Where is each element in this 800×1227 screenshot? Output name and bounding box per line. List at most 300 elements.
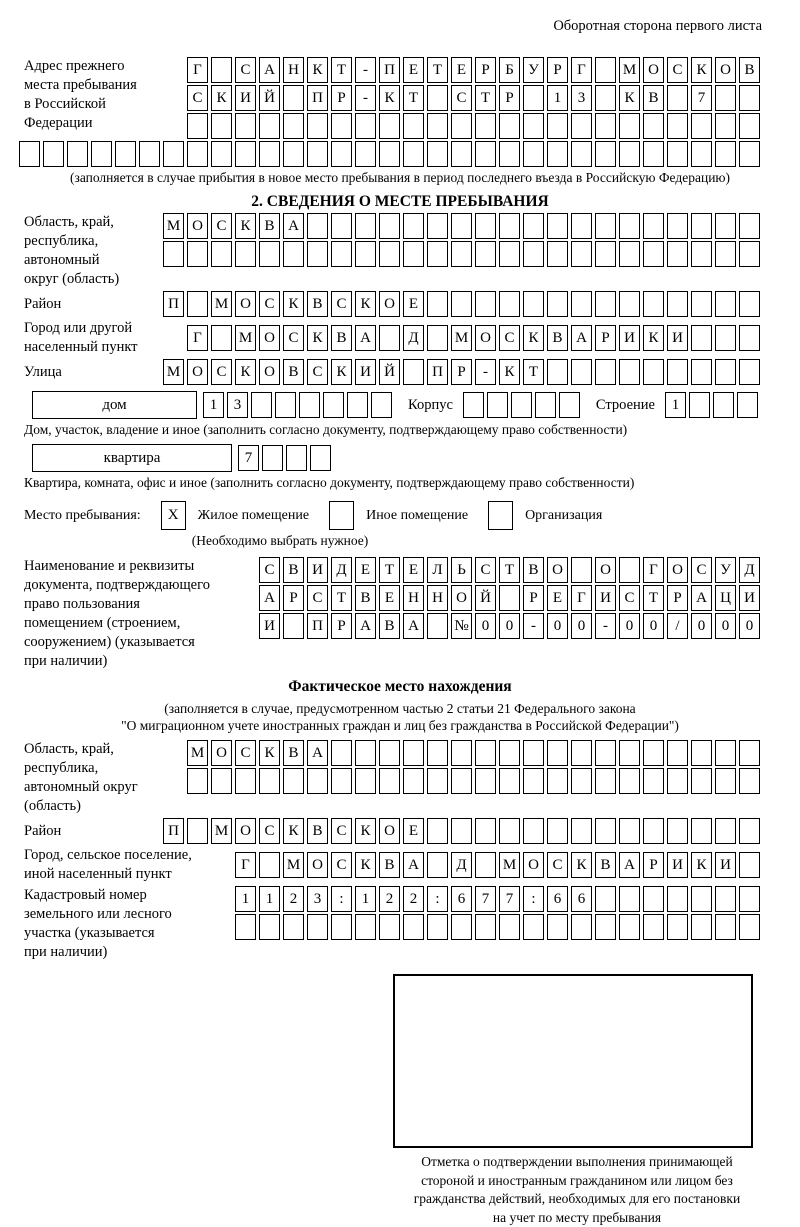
char-cell[interactable]: О	[715, 57, 736, 83]
char-cell[interactable]	[691, 213, 712, 239]
char-cell[interactable]	[571, 359, 592, 385]
char-cell[interactable]	[283, 613, 304, 639]
char-cell[interactable]	[619, 359, 640, 385]
char-cell[interactable]	[619, 914, 640, 940]
char-cell[interactable]: М	[163, 213, 184, 239]
char-cell[interactable]	[511, 392, 532, 418]
char-cell[interactable]	[547, 768, 568, 794]
char-cell[interactable]	[715, 740, 736, 766]
char-cell[interactable]: А	[619, 852, 640, 878]
char-cell[interactable]	[691, 325, 712, 351]
char-cell[interactable]: И	[595, 585, 616, 611]
char-cell[interactable]	[355, 213, 376, 239]
char-cell[interactable]: М	[619, 57, 640, 83]
char-cell[interactable]	[259, 914, 280, 940]
char-cell[interactable]	[571, 740, 592, 766]
char-cell[interactable]	[403, 141, 424, 167]
char-cell[interactable]	[523, 85, 544, 111]
char-cell[interactable]: О	[187, 359, 208, 385]
char-cell[interactable]: К	[355, 818, 376, 844]
char-cell[interactable]: П	[307, 85, 328, 111]
char-cell[interactable]: Г	[187, 57, 208, 83]
char-cell[interactable]: 0	[619, 613, 640, 639]
char-cell[interactable]	[379, 213, 400, 239]
char-cell[interactable]	[571, 113, 592, 139]
char-cell[interactable]: А	[691, 585, 712, 611]
char-cell[interactable]	[211, 113, 232, 139]
char-cell[interactable]	[667, 213, 688, 239]
char-cell[interactable]: С	[211, 213, 232, 239]
char-cell[interactable]: С	[283, 325, 304, 351]
char-cell[interactable]	[739, 914, 760, 940]
char-cell[interactable]	[739, 852, 760, 878]
char-cell[interactable]	[643, 241, 664, 267]
char-cell[interactable]: В	[523, 557, 544, 583]
char-cell[interactable]	[307, 141, 328, 167]
char-cell[interactable]: Й	[475, 585, 496, 611]
char-cell[interactable]: О	[475, 325, 496, 351]
char-cell[interactable]	[739, 768, 760, 794]
char-cell[interactable]	[739, 85, 760, 111]
char-cell[interactable]: С	[259, 818, 280, 844]
char-cell[interactable]	[547, 113, 568, 139]
char-cell[interactable]: В	[379, 613, 400, 639]
char-cell[interactable]: К	[691, 852, 712, 878]
char-cell[interactable]: Р	[523, 585, 544, 611]
char-cell[interactable]	[619, 557, 640, 583]
char-cell[interactable]	[427, 325, 448, 351]
char-cell[interactable]: Т	[475, 85, 496, 111]
char-cell[interactable]	[691, 768, 712, 794]
char-cell[interactable]: Н	[283, 57, 304, 83]
char-cell[interactable]	[499, 141, 520, 167]
char-cell[interactable]: И	[355, 359, 376, 385]
char-cell[interactable]: Н	[427, 585, 448, 611]
char-cell[interactable]	[331, 740, 352, 766]
char-cell[interactable]	[307, 241, 328, 267]
char-cell[interactable]: Т	[379, 557, 400, 583]
char-cell[interactable]: 1	[547, 85, 568, 111]
char-cell[interactable]	[595, 57, 616, 83]
char-cell[interactable]: С	[211, 359, 232, 385]
char-cell[interactable]: Е	[403, 57, 424, 83]
char-cell[interactable]: Д	[403, 325, 424, 351]
char-cell[interactable]: С	[667, 57, 688, 83]
char-cell[interactable]	[262, 445, 283, 471]
char-cell[interactable]	[235, 241, 256, 267]
char-cell[interactable]: С	[307, 359, 328, 385]
char-cell[interactable]: /	[667, 613, 688, 639]
char-cell[interactable]: 3	[307, 886, 328, 912]
char-cell[interactable]	[691, 113, 712, 139]
char-cell[interactable]	[163, 141, 184, 167]
char-cell[interactable]: Ь	[451, 557, 472, 583]
char-cell[interactable]	[523, 291, 544, 317]
char-cell[interactable]	[691, 914, 712, 940]
char-cell[interactable]	[163, 241, 184, 267]
char-cell[interactable]	[667, 113, 688, 139]
char-cell[interactable]: Р	[451, 359, 472, 385]
char-cell[interactable]	[427, 241, 448, 267]
char-cell[interactable]: О	[211, 740, 232, 766]
char-cell[interactable]: И	[667, 325, 688, 351]
char-cell[interactable]: 0	[715, 613, 736, 639]
char-cell[interactable]: Т	[403, 85, 424, 111]
char-cell[interactable]	[667, 241, 688, 267]
char-cell[interactable]	[499, 768, 520, 794]
char-cell[interactable]: А	[307, 740, 328, 766]
char-cell[interactable]: К	[211, 85, 232, 111]
char-cell[interactable]	[667, 886, 688, 912]
char-cell[interactable]	[667, 740, 688, 766]
char-cell[interactable]: Р	[331, 85, 352, 111]
char-cell[interactable]: К	[283, 818, 304, 844]
char-cell[interactable]	[643, 914, 664, 940]
char-cell[interactable]	[187, 768, 208, 794]
char-cell[interactable]: Д	[331, 557, 352, 583]
char-cell[interactable]: М	[211, 291, 232, 317]
char-cell[interactable]	[547, 213, 568, 239]
char-cell[interactable]: А	[355, 613, 376, 639]
char-cell[interactable]: Т	[427, 57, 448, 83]
char-cell[interactable]	[187, 241, 208, 267]
char-cell[interactable]	[571, 818, 592, 844]
char-cell[interactable]	[403, 241, 424, 267]
char-cell[interactable]: 7	[691, 85, 712, 111]
char-cell[interactable]: С	[187, 85, 208, 111]
char-cell[interactable]: Е	[403, 557, 424, 583]
char-cell[interactable]	[286, 445, 307, 471]
char-cell[interactable]	[547, 141, 568, 167]
char-cell[interactable]	[451, 141, 472, 167]
char-cell[interactable]: К	[235, 359, 256, 385]
char-cell[interactable]	[307, 113, 328, 139]
char-cell[interactable]	[379, 740, 400, 766]
char-cell[interactable]	[547, 818, 568, 844]
char-cell[interactable]	[595, 241, 616, 267]
char-cell[interactable]: К	[307, 57, 328, 83]
char-cell[interactable]	[67, 141, 88, 167]
char-cell[interactable]: 7	[499, 886, 520, 912]
char-cell[interactable]	[331, 914, 352, 940]
char-cell[interactable]	[331, 213, 352, 239]
char-cell[interactable]	[499, 241, 520, 267]
char-cell[interactable]: С	[547, 852, 568, 878]
char-cell[interactable]: 1	[259, 886, 280, 912]
char-cell[interactable]: К	[235, 213, 256, 239]
char-cell[interactable]: А	[259, 585, 280, 611]
char-cell[interactable]	[379, 141, 400, 167]
char-cell[interactable]	[283, 768, 304, 794]
char-cell[interactable]: :	[331, 886, 352, 912]
char-cell[interactable]	[595, 213, 616, 239]
char-cell[interactable]	[619, 141, 640, 167]
char-cell[interactable]	[667, 768, 688, 794]
char-cell[interactable]: О	[547, 557, 568, 583]
char-cell[interactable]	[715, 768, 736, 794]
char-cell[interactable]	[235, 768, 256, 794]
char-cell[interactable]	[715, 141, 736, 167]
char-cell[interactable]	[475, 818, 496, 844]
char-cell[interactable]: М	[283, 852, 304, 878]
char-cell[interactable]	[211, 141, 232, 167]
char-cell[interactable]	[331, 113, 352, 139]
char-cell[interactable]	[595, 113, 616, 139]
char-cell[interactable]	[739, 359, 760, 385]
char-cell[interactable]	[259, 768, 280, 794]
char-cell[interactable]	[211, 57, 232, 83]
char-cell[interactable]	[715, 886, 736, 912]
char-cell[interactable]	[259, 241, 280, 267]
char-cell[interactable]: С	[691, 557, 712, 583]
char-cell[interactable]	[643, 740, 664, 766]
char-cell[interactable]: В	[307, 291, 328, 317]
char-cell[interactable]	[691, 359, 712, 385]
char-cell[interactable]	[251, 392, 272, 418]
char-cell[interactable]: 6	[571, 886, 592, 912]
char-cell[interactable]	[355, 141, 376, 167]
char-cell[interactable]	[379, 768, 400, 794]
char-cell[interactable]	[331, 768, 352, 794]
char-cell[interactable]	[499, 291, 520, 317]
char-cell[interactable]: О	[235, 291, 256, 317]
char-cell[interactable]: Г	[571, 57, 592, 83]
char-cell[interactable]	[571, 768, 592, 794]
char-cell[interactable]	[307, 914, 328, 940]
char-cell[interactable]: М	[211, 818, 232, 844]
char-cell[interactable]: Й	[379, 359, 400, 385]
char-cell[interactable]: Г	[571, 585, 592, 611]
char-cell[interactable]	[299, 392, 320, 418]
char-cell[interactable]	[475, 740, 496, 766]
char-cell[interactable]	[595, 141, 616, 167]
char-cell[interactable]: 1	[665, 392, 686, 418]
char-cell[interactable]: Р	[331, 613, 352, 639]
char-cell[interactable]	[715, 914, 736, 940]
char-cell[interactable]	[499, 113, 520, 139]
char-cell[interactable]	[715, 291, 736, 317]
char-cell[interactable]	[667, 141, 688, 167]
char-cell[interactable]	[715, 85, 736, 111]
char-cell[interactable]	[595, 291, 616, 317]
char-cell[interactable]	[187, 818, 208, 844]
char-cell[interactable]: К	[259, 740, 280, 766]
char-cell[interactable]: Е	[547, 585, 568, 611]
char-cell[interactable]	[739, 113, 760, 139]
char-cell[interactable]	[619, 768, 640, 794]
char-cell[interactable]: К	[643, 325, 664, 351]
char-cell[interactable]	[355, 740, 376, 766]
char-cell[interactable]	[739, 141, 760, 167]
char-cell[interactable]	[427, 768, 448, 794]
char-cell[interactable]	[547, 914, 568, 940]
char-cell[interactable]	[499, 914, 520, 940]
char-cell[interactable]	[211, 241, 232, 267]
char-cell[interactable]	[451, 291, 472, 317]
char-cell[interactable]: Р	[499, 85, 520, 111]
char-cell[interactable]	[283, 85, 304, 111]
char-cell[interactable]: О	[451, 585, 472, 611]
char-cell[interactable]: О	[307, 852, 328, 878]
char-cell[interactable]: С	[499, 325, 520, 351]
checkbox-organizatsiya[interactable]	[488, 501, 513, 530]
char-cell[interactable]	[403, 740, 424, 766]
char-cell[interactable]	[619, 740, 640, 766]
char-cell[interactable]: В	[643, 85, 664, 111]
char-cell[interactable]	[667, 359, 688, 385]
char-cell[interactable]	[739, 886, 760, 912]
char-cell[interactable]	[689, 392, 710, 418]
char-cell[interactable]: К	[571, 852, 592, 878]
char-cell[interactable]	[427, 141, 448, 167]
char-cell[interactable]	[715, 113, 736, 139]
char-cell[interactable]	[499, 818, 520, 844]
char-cell[interactable]	[619, 886, 640, 912]
char-cell[interactable]	[643, 141, 664, 167]
char-cell[interactable]: В	[379, 852, 400, 878]
char-cell[interactable]	[475, 213, 496, 239]
char-cell[interactable]: В	[259, 213, 280, 239]
char-cell[interactable]	[667, 291, 688, 317]
char-cell[interactable]: Ц	[715, 585, 736, 611]
char-cell[interactable]	[715, 359, 736, 385]
char-cell[interactable]: А	[283, 213, 304, 239]
char-cell[interactable]	[347, 392, 368, 418]
char-cell[interactable]	[547, 740, 568, 766]
char-cell[interactable]: Й	[259, 85, 280, 111]
char-cell[interactable]	[487, 392, 508, 418]
char-cell[interactable]: М	[235, 325, 256, 351]
char-cell[interactable]	[451, 241, 472, 267]
char-cell[interactable]: О	[667, 557, 688, 583]
char-cell[interactable]	[667, 914, 688, 940]
char-cell[interactable]: 2	[379, 886, 400, 912]
char-cell[interactable]	[523, 241, 544, 267]
char-cell[interactable]	[691, 886, 712, 912]
char-cell[interactable]	[667, 85, 688, 111]
char-cell[interactable]: Р	[475, 57, 496, 83]
char-cell[interactable]	[379, 241, 400, 267]
char-cell[interactable]	[715, 241, 736, 267]
char-cell[interactable]: Г	[187, 325, 208, 351]
char-cell[interactable]	[427, 113, 448, 139]
char-cell[interactable]	[619, 213, 640, 239]
char-cell[interactable]	[310, 445, 331, 471]
char-cell[interactable]: В	[595, 852, 616, 878]
char-cell[interactable]	[715, 325, 736, 351]
char-cell[interactable]: В	[331, 325, 352, 351]
char-cell[interactable]: 2	[283, 886, 304, 912]
char-cell[interactable]	[535, 392, 556, 418]
char-cell[interactable]	[523, 768, 544, 794]
char-cell[interactable]	[643, 818, 664, 844]
char-cell[interactable]: 1	[203, 392, 224, 418]
char-cell[interactable]: О	[259, 325, 280, 351]
char-cell[interactable]	[403, 914, 424, 940]
char-cell[interactable]	[283, 141, 304, 167]
char-cell[interactable]: В	[739, 57, 760, 83]
char-cell[interactable]	[475, 113, 496, 139]
char-cell[interactable]: О	[379, 818, 400, 844]
char-cell[interactable]: Р	[595, 325, 616, 351]
char-cell[interactable]	[307, 768, 328, 794]
char-cell[interactable]: О	[259, 359, 280, 385]
checkbox-inoe[interactable]	[329, 501, 354, 530]
char-cell[interactable]: Г	[643, 557, 664, 583]
char-cell[interactable]: 1	[235, 886, 256, 912]
char-cell[interactable]	[595, 85, 616, 111]
char-cell[interactable]	[427, 740, 448, 766]
char-cell[interactable]: -	[355, 57, 376, 83]
char-cell[interactable]	[403, 359, 424, 385]
char-cell[interactable]	[275, 392, 296, 418]
char-cell[interactable]	[187, 291, 208, 317]
char-cell[interactable]: -	[523, 613, 544, 639]
char-cell[interactable]: О	[523, 852, 544, 878]
char-cell[interactable]: Р	[283, 585, 304, 611]
char-cell[interactable]	[211, 325, 232, 351]
char-cell[interactable]: П	[379, 57, 400, 83]
char-cell[interactable]: В	[283, 740, 304, 766]
char-cell[interactable]	[187, 141, 208, 167]
char-cell[interactable]	[523, 740, 544, 766]
char-cell[interactable]	[691, 818, 712, 844]
char-cell[interactable]	[475, 241, 496, 267]
char-cell[interactable]: Е	[379, 585, 400, 611]
char-cell[interactable]: П	[163, 818, 184, 844]
char-cell[interactable]: :	[427, 886, 448, 912]
char-cell[interactable]	[451, 818, 472, 844]
char-cell[interactable]	[595, 886, 616, 912]
char-cell[interactable]	[235, 141, 256, 167]
char-cell[interactable]: Е	[355, 557, 376, 583]
char-cell[interactable]: С	[259, 291, 280, 317]
char-cell[interactable]	[571, 141, 592, 167]
char-cell[interactable]	[713, 392, 734, 418]
char-cell[interactable]	[427, 914, 448, 940]
char-cell[interactable]: 0	[691, 613, 712, 639]
char-cell[interactable]: Н	[403, 585, 424, 611]
char-cell[interactable]: К	[523, 325, 544, 351]
char-cell[interactable]	[571, 914, 592, 940]
char-cell[interactable]	[715, 818, 736, 844]
char-cell[interactable]: М	[187, 740, 208, 766]
char-cell[interactable]	[547, 359, 568, 385]
char-cell[interactable]	[523, 914, 544, 940]
char-cell[interactable]: К	[283, 291, 304, 317]
char-cell[interactable]	[43, 141, 64, 167]
char-cell[interactable]: С	[331, 818, 352, 844]
char-cell[interactable]: К	[379, 85, 400, 111]
char-cell[interactable]: Л	[427, 557, 448, 583]
char-cell[interactable]: К	[499, 359, 520, 385]
char-cell[interactable]: Е	[451, 57, 472, 83]
char-cell[interactable]: К	[619, 85, 640, 111]
char-cell[interactable]	[403, 113, 424, 139]
char-cell[interactable]	[595, 914, 616, 940]
char-cell[interactable]	[283, 241, 304, 267]
char-cell[interactable]	[427, 291, 448, 317]
char-cell[interactable]	[427, 818, 448, 844]
char-cell[interactable]	[643, 768, 664, 794]
char-cell[interactable]: С	[451, 85, 472, 111]
char-cell[interactable]: 0	[475, 613, 496, 639]
char-cell[interactable]: В	[307, 818, 328, 844]
char-cell[interactable]	[355, 241, 376, 267]
char-cell[interactable]	[547, 241, 568, 267]
checkbox-zhiloe[interactable]: X	[161, 501, 186, 530]
char-cell[interactable]	[283, 914, 304, 940]
